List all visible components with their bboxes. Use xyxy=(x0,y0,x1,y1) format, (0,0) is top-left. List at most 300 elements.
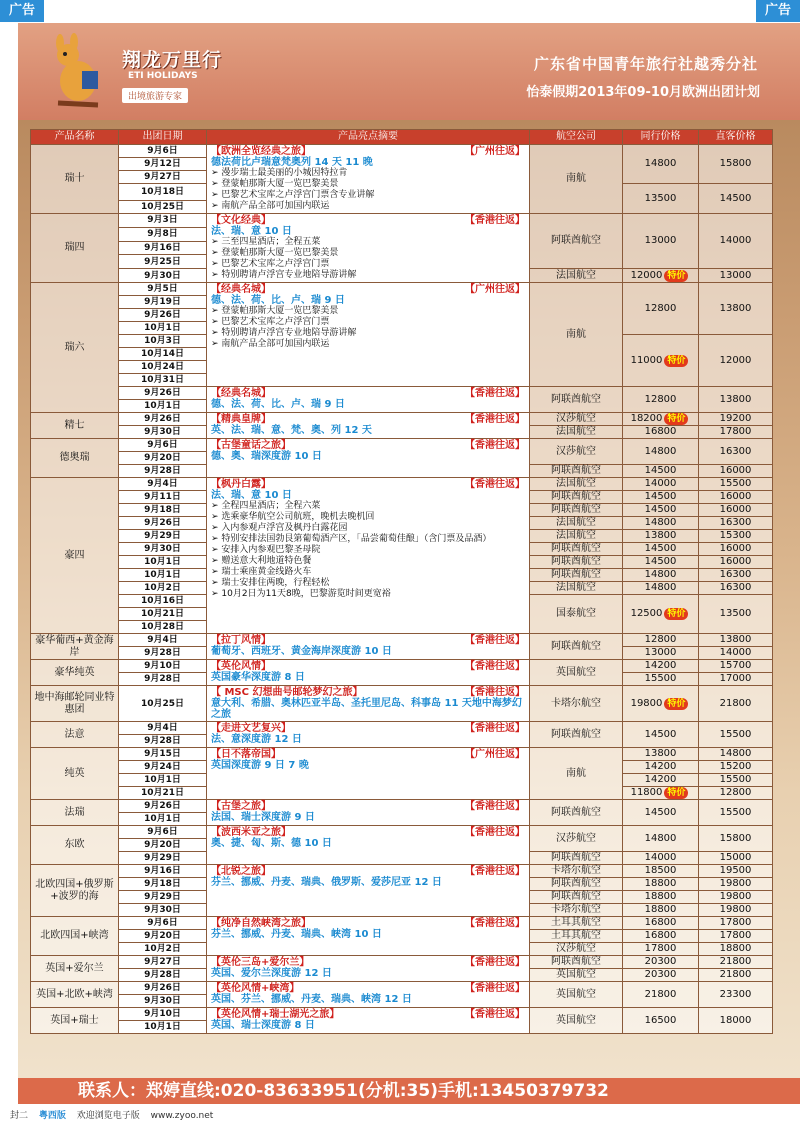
direct-price: 17800 xyxy=(699,930,773,943)
airline: 法国航空 xyxy=(530,517,623,530)
peer-price xyxy=(623,686,699,722)
direct-price: 21800 xyxy=(699,969,773,982)
direct-price: 13800 xyxy=(699,634,773,647)
tour-title: 【 MSC 幻想曲号邮轮梦幻之旅】 xyxy=(211,687,363,698)
peer-price-value: 12800 xyxy=(644,634,677,645)
highlight-bullet: ➢ 登蒙帕那斯大厦一览巴黎美景 xyxy=(211,306,525,317)
footer-url[interactable]: www.zyoo.net xyxy=(150,1111,214,1121)
table-row xyxy=(31,634,773,647)
header-banner xyxy=(18,23,800,120)
departure-date: 10月1日 xyxy=(119,556,207,569)
airline: 南航 xyxy=(530,145,623,214)
airline: 法国航空 xyxy=(530,478,623,491)
departure-port: 【香港往返】 xyxy=(465,479,525,490)
departure-date: 9月30日 xyxy=(119,904,207,917)
highlight-title-line xyxy=(211,687,525,698)
direct-price: 18000 xyxy=(699,1008,773,1034)
highlight-bullet: ➢ 特别安排法国勃艮第葡萄酒产区，「品尝葡萄佳酿」（含门票及品酒） xyxy=(211,534,525,545)
highlight-bullet: ➢ 特别聘请卢浮宫专业地陪导游讲解 xyxy=(211,270,525,281)
tour-route: 英国、瑞士深度游 8 日 xyxy=(211,1020,315,1031)
direct-price: 16300 xyxy=(699,439,773,465)
departure-date: 9月30日 xyxy=(119,543,207,556)
highlight-title-line xyxy=(211,827,525,838)
departure-date: 9月27日 xyxy=(119,171,207,184)
departure-date: 10月16日 xyxy=(119,595,207,608)
col-header: 出团日期 xyxy=(119,130,207,145)
departure-port: 【香港往返】 xyxy=(465,866,525,877)
peer-price-value: 18500 xyxy=(644,865,677,876)
peer-price xyxy=(623,1008,699,1034)
tour-title: 【波西米亚之旅】 xyxy=(211,827,291,838)
airline: 南航 xyxy=(530,748,623,800)
highlight-bullet: ➢ 全程四星酒店；全程六菜 xyxy=(211,501,525,512)
direct-price: 16000 xyxy=(699,504,773,517)
highlight-title-line xyxy=(211,479,525,490)
product-name: 英国+爱尔兰 xyxy=(31,956,119,982)
departure-port: 【香港往返】 xyxy=(465,918,525,929)
peer-price-value: 14200 xyxy=(644,774,677,785)
airline: 阿联酋航空 xyxy=(530,878,623,891)
departure-date: 9月4日 xyxy=(119,722,207,735)
departure-date: 9月16日 xyxy=(119,865,207,878)
direct-price: 15800 xyxy=(699,145,773,184)
departure-date: 10月2日 xyxy=(119,943,207,956)
airline: 阿联酋航空 xyxy=(530,852,623,865)
peer-price-value: 18200 xyxy=(630,413,663,424)
highlight-bullet: ➢ 特别聘请卢浮宫专业地陪导游讲解 xyxy=(211,328,525,339)
departure-date: 9月6日 xyxy=(119,826,207,839)
highlight-title-line xyxy=(211,440,525,451)
peer-price xyxy=(623,852,699,865)
tour-title: 【文化经典】 xyxy=(211,215,271,226)
direct-price: 12800 xyxy=(699,787,773,800)
highlight-title-line xyxy=(211,146,525,157)
peer-price xyxy=(623,787,699,800)
highlight-bullet: ➢ 巴黎艺术宝库之卢浮宫门票 xyxy=(211,259,525,270)
departure-date: 10月28日 xyxy=(119,621,207,634)
departure-date: 10月1日 xyxy=(119,1021,207,1034)
highlight-summary xyxy=(207,800,530,826)
tour-title: 【北锐之旅】 xyxy=(211,866,271,877)
special-offer-badge: 特价 xyxy=(664,787,688,799)
product-name: 精七 xyxy=(31,413,119,439)
highlight-bullet: ➢ 三至四星酒店；全程五菜 xyxy=(211,237,525,248)
departure-port: 【香港往返】 xyxy=(465,687,525,698)
departure-date: 9月20日 xyxy=(119,839,207,852)
peer-price-value: 14800 xyxy=(644,445,677,457)
direct-price: 15500 xyxy=(699,774,773,787)
highlight-bullet: ➢ 巴黎艺术宝库之卢浮宫门票含专业讲解 xyxy=(211,190,525,201)
highlight-bullet: ➢ 南航产品全部可加国内联运 xyxy=(211,201,525,212)
peer-price-value: 18800 xyxy=(644,878,677,889)
tour-route: 英国、芬兰、挪威、丹麦、瑞典、峡湾 12 日 xyxy=(211,994,412,1005)
direct-price: 16300 xyxy=(699,569,773,582)
brand-tagline: 出境旅游专家 xyxy=(122,88,188,103)
departure-date: 9月3日 xyxy=(119,214,207,228)
tour-route: 法国、瑞士深度游 9 日 xyxy=(211,812,315,823)
peer-price-value: 21800 xyxy=(644,988,677,1000)
kangaroo-logo-icon xyxy=(38,33,118,113)
table-row xyxy=(31,722,773,735)
table-row xyxy=(31,439,773,452)
departure-port: 【广州往返】 xyxy=(465,284,525,295)
peer-price-value: 12800 xyxy=(644,302,677,314)
peer-price xyxy=(623,761,699,774)
table-row xyxy=(31,748,773,761)
peer-price xyxy=(623,891,699,904)
departure-port: 【香港往返】 xyxy=(465,827,525,838)
peer-price xyxy=(623,826,699,852)
airline: 阿联酋航空 xyxy=(530,634,623,660)
product-name: 北欧四国+峡湾 xyxy=(31,917,119,956)
departure-date: 9月16日 xyxy=(119,241,207,255)
brand-name-cn: 翔龙万里行 xyxy=(122,49,223,71)
highlight-title-line xyxy=(211,635,525,646)
product-name: 法瑞 xyxy=(31,800,119,826)
peer-price xyxy=(623,660,699,673)
peer-price-value: 12800 xyxy=(644,393,677,405)
col-header: 直客价格 xyxy=(699,130,773,145)
highlight-bullet: ➢ 登蒙帕那斯大厦一览巴黎美景 xyxy=(211,179,525,190)
peer-price-value: 18800 xyxy=(644,904,677,915)
departure-date: 9月28日 xyxy=(119,465,207,478)
departure-date: 10月21日 xyxy=(119,787,207,800)
airline: 土耳其航空 xyxy=(530,917,623,930)
direct-price: 21800 xyxy=(699,956,773,969)
peer-price-value: 13000 xyxy=(644,647,677,658)
departure-port: 【香港往返】 xyxy=(465,661,525,672)
peer-price xyxy=(623,426,699,439)
departure-date: 9月19日 xyxy=(119,296,207,309)
peer-price xyxy=(623,722,699,748)
departure-date: 9月28日 xyxy=(119,673,207,686)
peer-price xyxy=(623,800,699,826)
tour-route: 英国豪华深度游 8 日 xyxy=(211,672,305,683)
direct-price: 19800 xyxy=(699,878,773,891)
direct-price: 15700 xyxy=(699,660,773,673)
table-row xyxy=(31,478,773,491)
tour-title: 【日不落帝国】 xyxy=(211,749,281,760)
peer-price xyxy=(623,517,699,530)
highlight-bullet: ➢ 瑞士安排住两晚，行程轻松 xyxy=(211,578,525,589)
direct-price: 18800 xyxy=(699,943,773,956)
peer-price xyxy=(623,214,699,269)
ad-label-right: 广告 xyxy=(756,0,800,22)
tour-route: 德法荷比卢瑞意梵奥列 14 天 11 晚 xyxy=(211,157,373,168)
product-name: 豪华葡西+黄金海岸 xyxy=(31,634,119,660)
tour-title: 【英伦风情+峡湾】 xyxy=(211,983,300,994)
tour-title: 【古堡之旅】 xyxy=(211,801,271,812)
highlight-summary xyxy=(207,686,530,722)
peer-price-value: 13800 xyxy=(644,530,677,541)
peer-price-value: 14200 xyxy=(644,660,677,671)
departure-date: 9月30日 xyxy=(119,426,207,439)
highlight-bullet: ➢ 赠送意大利地道特色餐 xyxy=(211,556,525,567)
departure-date: 9月26日 xyxy=(119,309,207,322)
table-row xyxy=(31,686,773,722)
direct-price: 12000 xyxy=(699,335,773,387)
airline: 卡塔尔航空 xyxy=(530,686,623,722)
tour-title: 【英伦风情】 xyxy=(211,661,271,672)
direct-price: 23300 xyxy=(699,982,773,1008)
tour-title: 【古堡童话之旅】 xyxy=(211,440,291,451)
departure-port: 【香港往返】 xyxy=(465,440,525,451)
peer-price xyxy=(623,504,699,517)
airline: 阿联酋航空 xyxy=(530,214,623,269)
direct-price: 14500 xyxy=(699,184,773,214)
departure-date: 9月25日 xyxy=(119,255,207,269)
product-name: 地中海邮轮同业特惠团 xyxy=(31,686,119,722)
table-row xyxy=(31,413,773,426)
product-name: 豪四 xyxy=(31,478,119,634)
departure-port: 【香港往返】 xyxy=(465,983,525,994)
tour-route: 法、瑞、意 10 日 xyxy=(211,226,292,237)
tour-title: 【经典名城】 xyxy=(211,284,271,295)
peer-price xyxy=(623,865,699,878)
footer xyxy=(10,1108,221,1121)
highlight-bullet: ➢ 漫步瑞士最美丽的小城因特拉肯 xyxy=(211,168,525,179)
peer-price xyxy=(623,530,699,543)
departure-date: 9月28日 xyxy=(119,735,207,748)
departure-port: 【广州往返】 xyxy=(465,749,525,760)
departure-date: 10月18日 xyxy=(119,184,207,201)
departure-date: 10月25日 xyxy=(119,686,207,722)
peer-price-value: 14500 xyxy=(644,465,677,476)
highlight-title-line xyxy=(211,866,525,877)
col-header: 航空公司 xyxy=(530,130,623,145)
peer-price xyxy=(623,439,699,465)
highlight-title-line xyxy=(211,749,525,760)
peer-price-value: 13000 xyxy=(644,235,677,247)
peer-price xyxy=(623,878,699,891)
departure-date: 9月28日 xyxy=(119,647,207,660)
peer-price-value: 14800 xyxy=(644,517,677,528)
peer-price xyxy=(623,917,699,930)
highlight-summary xyxy=(207,748,530,800)
direct-price: 15000 xyxy=(699,852,773,865)
direct-price: 16000 xyxy=(699,465,773,478)
peer-price-value: 20300 xyxy=(644,956,677,967)
direct-price: 16000 xyxy=(699,543,773,556)
peer-price xyxy=(623,478,699,491)
tour-route: 英、法、瑞、意、梵、奥、列 12 天 xyxy=(211,425,372,436)
table-row xyxy=(31,660,773,673)
departure-port: 【香港往返】 xyxy=(465,801,525,812)
highlight-summary xyxy=(207,413,530,439)
departure-date: 9月18日 xyxy=(119,878,207,891)
col-header: 产品名称 xyxy=(31,130,119,145)
direct-price: 13800 xyxy=(699,283,773,335)
table-row xyxy=(31,1008,773,1021)
airline: 法国航空 xyxy=(530,269,623,283)
special-offer-badge: 特价 xyxy=(664,270,688,282)
peer-price xyxy=(623,647,699,660)
table-row xyxy=(31,956,773,969)
departure-date: 9月29日 xyxy=(119,852,207,865)
departure-date: 10月14日 xyxy=(119,348,207,361)
direct-price: 15500 xyxy=(699,722,773,748)
departure-date: 10月1日 xyxy=(119,813,207,826)
peer-price-value: 12000 xyxy=(630,269,663,281)
departure-date: 9月15日 xyxy=(119,748,207,761)
highlight-title-line xyxy=(211,918,525,929)
direct-price: 17000 xyxy=(699,673,773,686)
departure-date: 9月29日 xyxy=(119,891,207,904)
highlight-title-line xyxy=(211,801,525,812)
peer-price xyxy=(623,634,699,647)
airline: 汉莎航空 xyxy=(530,413,623,426)
product-name: 纯英 xyxy=(31,748,119,800)
peer-price-value: 16800 xyxy=(644,917,677,928)
departure-date: 9月30日 xyxy=(119,995,207,1008)
peer-price-value: 14800 xyxy=(644,582,677,593)
tour-title: 【精典皇牌】 xyxy=(211,414,271,425)
direct-price: 16300 xyxy=(699,517,773,530)
special-offer-badge: 特价 xyxy=(664,608,688,620)
tour-route: 芬兰、挪威、丹麦、瑞典、俄罗斯、爱莎尼亚 12 日 xyxy=(211,877,442,888)
departure-date: 9月4日 xyxy=(119,634,207,647)
peer-price-value: 14500 xyxy=(644,728,677,740)
peer-price-value: 16800 xyxy=(644,930,677,941)
airline: 法国航空 xyxy=(530,530,623,543)
table-row xyxy=(31,214,773,228)
direct-price: 15500 xyxy=(699,800,773,826)
product-name: 东欧 xyxy=(31,826,119,865)
direct-price: 15800 xyxy=(699,826,773,852)
ad-label-left: 广告 xyxy=(0,0,44,22)
peer-price xyxy=(623,904,699,917)
peer-price-value: 15500 xyxy=(644,673,677,684)
direct-price: 16300 xyxy=(699,582,773,595)
direct-price: 15500 xyxy=(699,478,773,491)
departure-date: 9月4日 xyxy=(119,478,207,491)
peer-price xyxy=(623,982,699,1008)
departure-port: 【香港往返】 xyxy=(465,723,525,734)
airline: 卡塔尔航空 xyxy=(530,904,623,917)
brand-logo xyxy=(38,33,238,113)
table-row xyxy=(31,145,773,158)
peer-price-value: 14500 xyxy=(644,806,677,818)
departure-date: 9月20日 xyxy=(119,930,207,943)
highlight-title-line xyxy=(211,414,525,425)
departure-date: 9月18日 xyxy=(119,504,207,517)
table-row xyxy=(31,865,773,878)
peer-price xyxy=(623,491,699,504)
airline: 汉莎航空 xyxy=(530,439,623,465)
departure-date: 9月10日 xyxy=(119,1008,207,1021)
peer-price-value: 14500 xyxy=(644,543,677,554)
departure-date: 10月1日 xyxy=(119,569,207,582)
tour-route: 葡萄牙、西班牙、黄金海岸深度游 10 日 xyxy=(211,646,392,657)
highlight-title-line xyxy=(211,1009,525,1020)
airline: 卡塔尔航空 xyxy=(530,865,623,878)
peer-price xyxy=(623,969,699,982)
departure-port: 【广州往返】 xyxy=(465,146,525,157)
peer-price-value: 19800 xyxy=(630,697,663,709)
highlight-title-line xyxy=(211,983,525,994)
peer-price-value: 14200 xyxy=(644,761,677,772)
peer-price xyxy=(623,269,699,283)
direct-price: 16000 xyxy=(699,491,773,504)
departure-date: 9月27日 xyxy=(119,956,207,969)
peer-price xyxy=(623,283,699,335)
airline: 阿联酋航空 xyxy=(530,722,623,748)
tour-route: 英国、爱尔兰深度游 12 日 xyxy=(211,968,332,979)
direct-price: 15300 xyxy=(699,530,773,543)
peer-price xyxy=(623,673,699,686)
special-offer-badge: 特价 xyxy=(664,413,688,425)
departure-date: 10月1日 xyxy=(119,400,207,413)
highlight-summary xyxy=(207,145,530,214)
highlight-title-line xyxy=(211,215,525,226)
highlight-title-line xyxy=(211,723,525,734)
peer-price xyxy=(623,943,699,956)
highlight-summary xyxy=(207,660,530,686)
departure-port: 【香港往返】 xyxy=(465,215,525,226)
tour-title: 【枫丹白露】 xyxy=(211,479,271,490)
peer-price xyxy=(623,748,699,761)
col-header: 产品亮点摘要 xyxy=(207,130,530,145)
product-name: 瑞四 xyxy=(31,214,119,283)
tour-title: 【英伦三岛+爱尔兰】 xyxy=(211,957,310,968)
footer-edition: 粤西版 xyxy=(38,1111,66,1121)
peer-price xyxy=(623,595,699,634)
departure-date: 9月11日 xyxy=(119,491,207,504)
direct-price: 16000 xyxy=(699,556,773,569)
departure-date: 9月26日 xyxy=(119,982,207,995)
departure-date: 10月24日 xyxy=(119,361,207,374)
peer-price xyxy=(623,556,699,569)
departure-port: 【香港往返】 xyxy=(465,1009,525,1020)
peer-price-value: 14800 xyxy=(644,569,677,580)
airline: 法国航空 xyxy=(530,426,623,439)
tour-route: 德、法、荷、比、卢、瑞 9 日 xyxy=(211,399,345,410)
product-name: 法意 xyxy=(31,722,119,748)
direct-price: 14800 xyxy=(699,748,773,761)
airline: 阿联酋航空 xyxy=(530,504,623,517)
direct-price: 19800 xyxy=(699,891,773,904)
tour-route: 意大利、希腊、奥林匹亚半岛、圣托里尼岛、科事岛 11 天地中海梦幻之旅 xyxy=(211,698,522,720)
peer-price xyxy=(623,774,699,787)
departure-date: 9月24日 xyxy=(119,761,207,774)
tour-route: 德、奥、瑞深度游 10 日 xyxy=(211,451,322,462)
tour-schedule-table-wrap xyxy=(30,129,772,1034)
peer-price-value: 16500 xyxy=(644,1014,677,1026)
peer-price-value: 14800 xyxy=(644,158,677,169)
direct-price: 17800 xyxy=(699,426,773,439)
peer-price xyxy=(623,582,699,595)
peer-price-value: 14000 xyxy=(644,852,677,863)
highlight-summary xyxy=(207,214,530,283)
airline: 汉莎航空 xyxy=(530,943,623,956)
departure-date: 9月6日 xyxy=(119,917,207,930)
departure-date: 9月30日 xyxy=(119,269,207,283)
departure-date: 10月2日 xyxy=(119,582,207,595)
highlight-title-line xyxy=(211,661,525,672)
highlight-title-line xyxy=(211,284,525,295)
highlight-bullet: ➢ 南航产品全部可加国内联运 xyxy=(211,339,525,350)
table-row xyxy=(31,800,773,813)
tour-title: 【纯净自然峡湾之旅】 xyxy=(211,918,311,929)
plan-title: 怡泰假期2013年09-10月欧洲出团计划 xyxy=(526,85,760,100)
departure-date: 9月5日 xyxy=(119,283,207,296)
footer-welcome: 欢迎浏览电子版 xyxy=(76,1111,140,1121)
peer-price-value: 13800 xyxy=(644,748,677,759)
table-row xyxy=(31,283,773,296)
highlight-title-line xyxy=(211,957,525,968)
product-name: 英国+瑞士 xyxy=(31,1008,119,1034)
tour-title: 【英伦风情+瑞士湖光之旅】 xyxy=(211,1009,340,1020)
